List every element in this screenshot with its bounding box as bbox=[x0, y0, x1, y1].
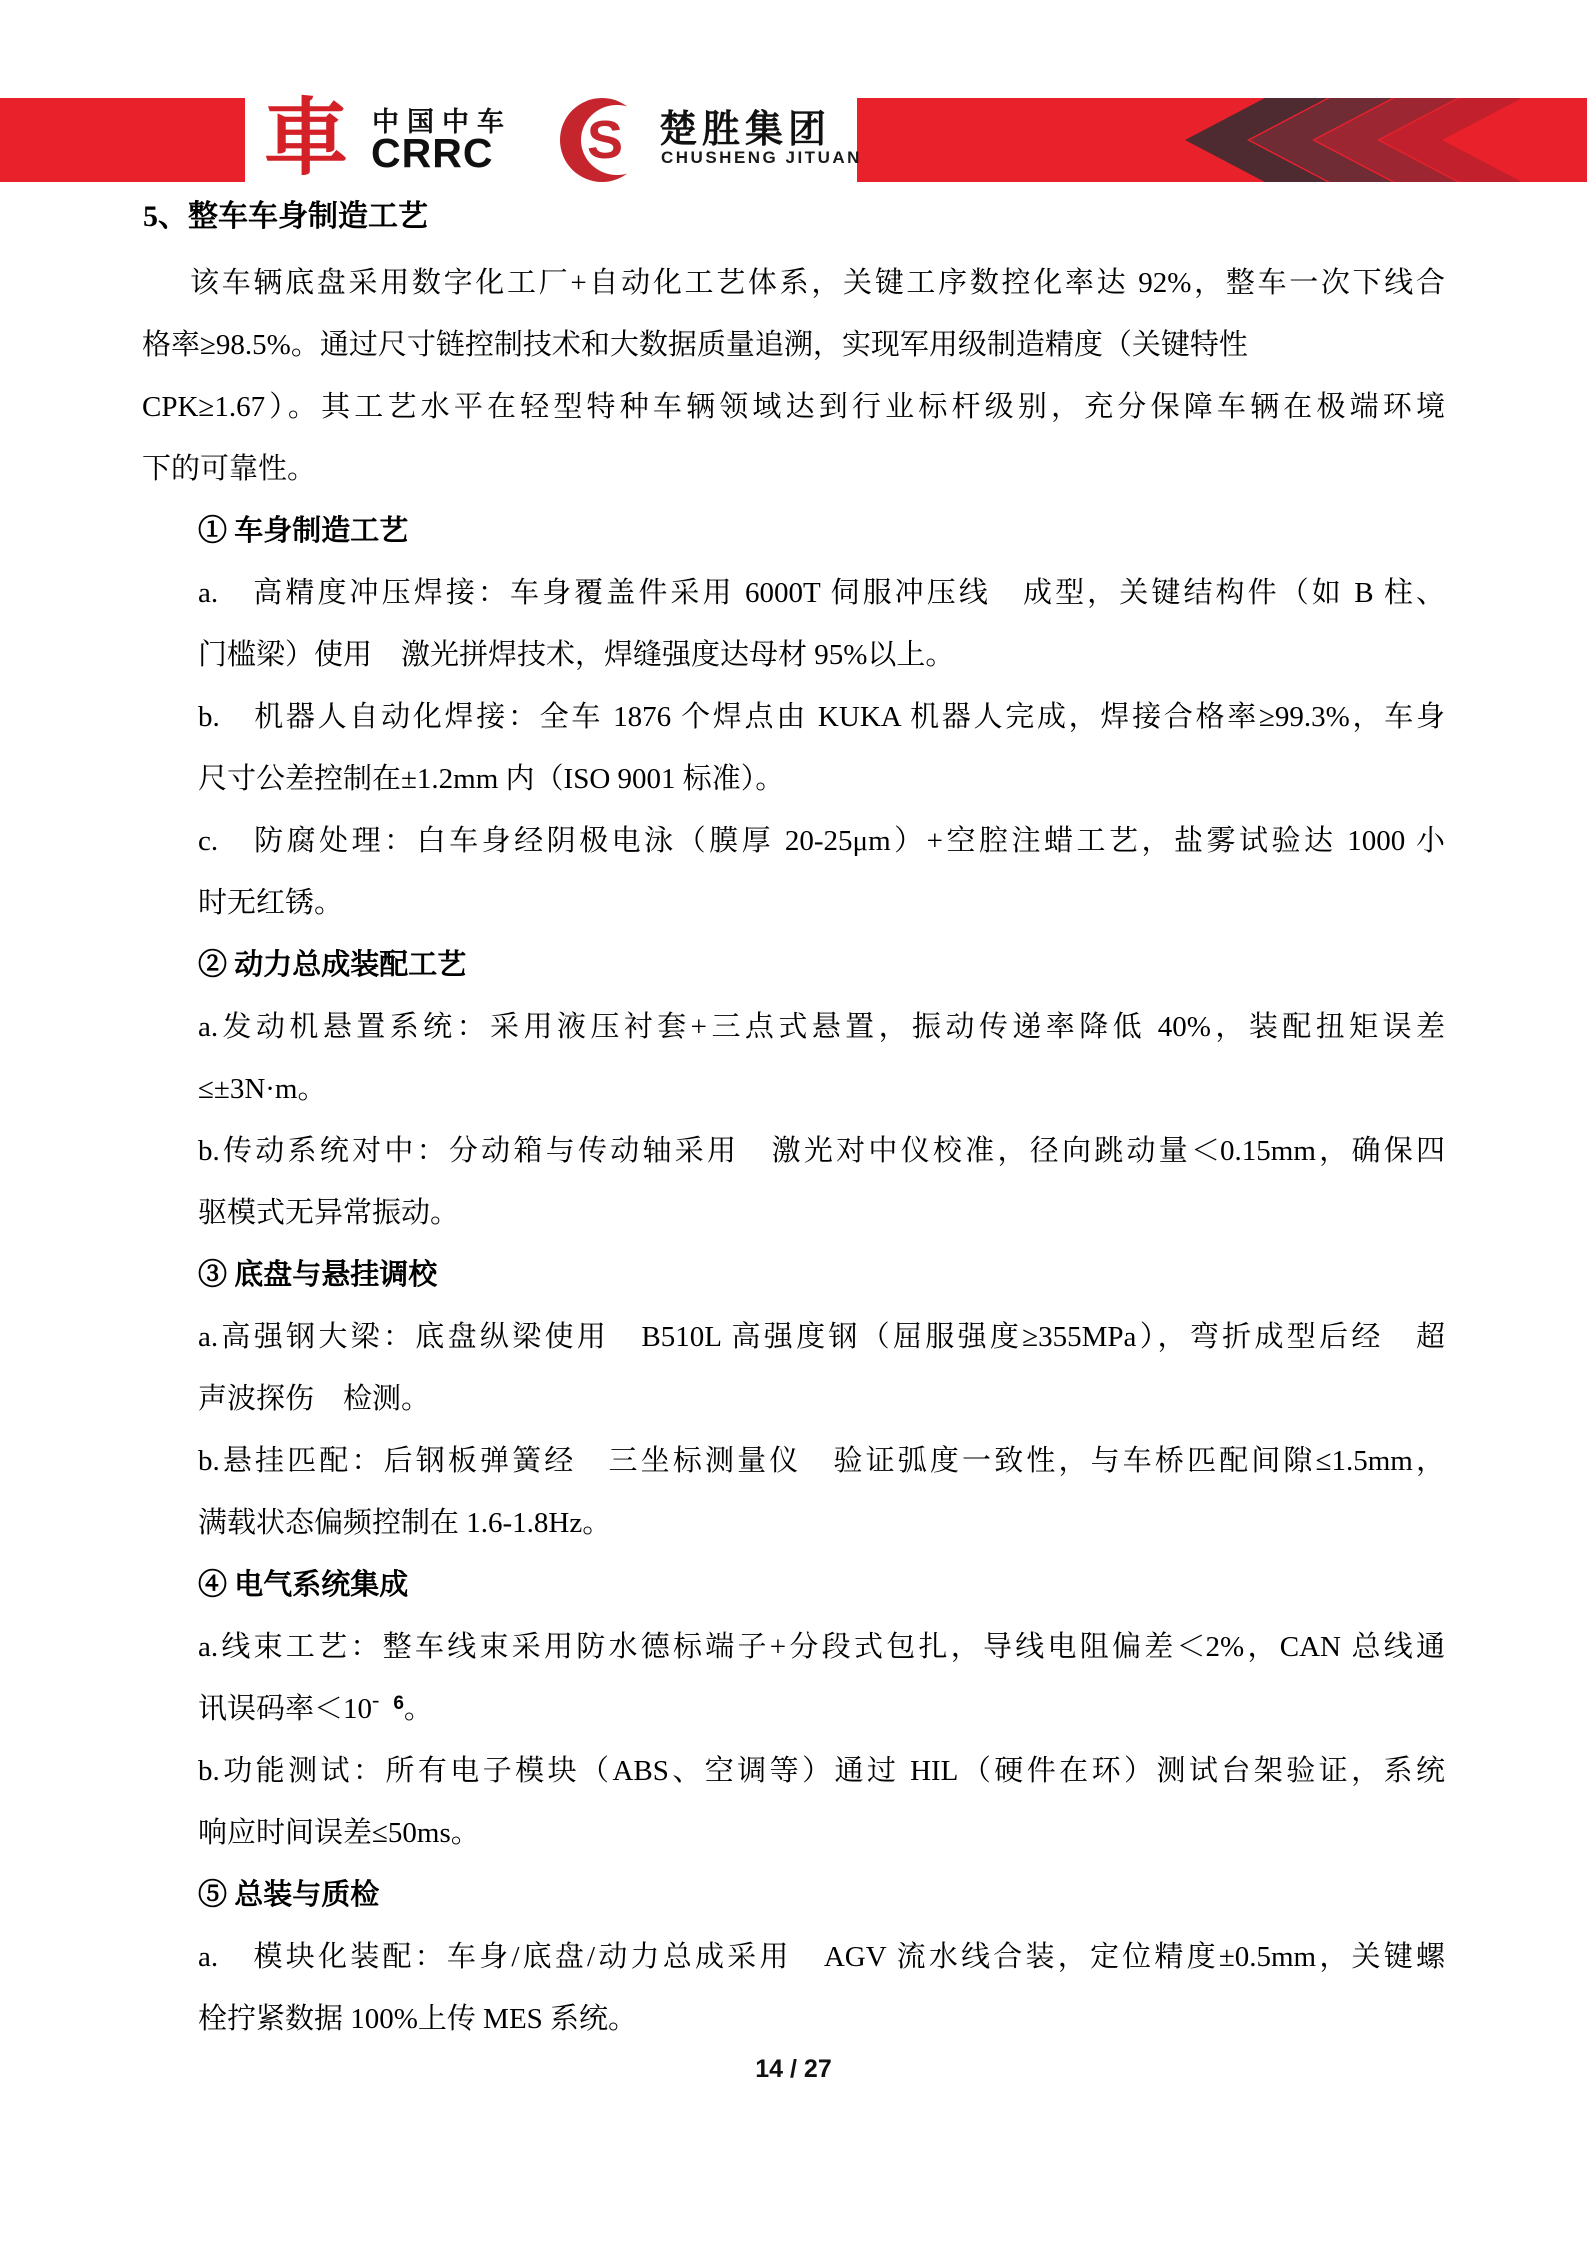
text-line: b.悬挂匹配：后钢板弹簧经 三坐标测量仪 验证弧度一致性，与车桥匹配间隙≤1.5mm， bbox=[198, 1445, 1445, 1477]
section-heading: ③ 底盘与悬挂调校 bbox=[198, 1259, 438, 1291]
text-line: a. 高精度冲压焊接：车身覆盖件采用 6000T 伺服冲压线 成型，关键结构件（如 B 柱、 bbox=[198, 577, 1445, 609]
section-heading: ① 车身制造工艺 bbox=[198, 515, 409, 547]
document-title: 5、整车车身制造工艺 bbox=[143, 200, 428, 233]
chusheng-name-en: CHUSHENG JITUAN bbox=[661, 148, 862, 167]
text-line: c. 防腐处理：白车身经阴极电泳（膜厚 20-25μm）+空腔注蜡工艺，盐雾试验达 1000 小 bbox=[198, 825, 1445, 857]
section-heading: ⑤ 总装与质检 bbox=[198, 1879, 380, 1911]
text-line: b.功能测试：所有电子模块（ABS、空调等）通过 HIL（硬件在环）测试台架验证，系统 bbox=[198, 1755, 1445, 1787]
superscript-exponent: 6 bbox=[393, 1693, 404, 1714]
text-line: 满载状态偏频控制在 1.6-1.8Hz。 bbox=[198, 1507, 612, 1539]
superscript-minus: - bbox=[372, 1687, 380, 1712]
text-line: 该车辆底盘采用数字化工厂+自动化工艺体系，关键工序数控化率达 92%，整车一次下线合 bbox=[190, 267, 1445, 299]
text-line: a.发动机悬置系统：采用液压衬套+三点式悬置，振动传递率降低 40%，装配扭矩误差 bbox=[198, 1011, 1445, 1043]
document-body bbox=[0, 186, 1587, 2050]
chusheng-s-letter: S bbox=[587, 110, 624, 170]
text-line: b.传动系统对中：分动箱与传动轴采用 激光对中仪校准，径向跳动量＜0.15mm，确保四 bbox=[198, 1135, 1445, 1167]
crrc-name-cn: 中国中车 bbox=[372, 107, 512, 137]
text-segment: 讯误码率＜10 bbox=[198, 1693, 373, 1725]
text-line: CPK≥1.67）。其工艺水平在轻型特种车辆领域达到行业标杆级别，充分保障车辆在极端环境 bbox=[142, 391, 1445, 423]
text-line: 格率≥98.5%。通过尺寸链控制技术和大数据质量追溯，实现军用级制造精度（关键特性 bbox=[142, 329, 1248, 361]
text-line: a. 模块化装配：车身/底盘/动力总成采用 AGV 流水线合装，定位精度±0.5mm，关键螺 bbox=[198, 1941, 1445, 1973]
text-line: 驱模式无异常振动。 bbox=[198, 1197, 460, 1229]
section-heading: ④ 电气系统集成 bbox=[198, 1569, 409, 1601]
page-number: 14 / 27 bbox=[755, 2055, 832, 2083]
header-band-right bbox=[857, 98, 1587, 182]
text-line: 栓拧紧数据 100%上传 MES 系统。 bbox=[198, 2003, 638, 2035]
text-line: 响应时间误差≤50ms。 bbox=[198, 1817, 480, 1849]
text-line: ≤±3N·m。 bbox=[198, 1073, 327, 1105]
text-line: a.高强钢大梁：底盘纵梁使用 B510L 高强度钢（屈服强度≥355MPa），弯折成型后经 超 bbox=[198, 1321, 1445, 1353]
text-line: a.线束工艺：整车线束采用防水德标端子+分段式包扎，导线电阻偏差＜2%，CAN 总线通 bbox=[198, 1631, 1445, 1663]
header-band-left bbox=[0, 98, 245, 182]
crrc-name-en: CRRC bbox=[371, 130, 494, 176]
text-segment: 。 bbox=[403, 1693, 433, 1725]
text-line bbox=[198, 1678, 1445, 1740]
text-line: 时无红锈。 bbox=[198, 887, 344, 919]
text-line: 尺寸公差控制在±1.2mm 内（ISO 9001 标准）。 bbox=[198, 763, 785, 795]
text-line: 门槛梁）使用 激光拼焊技术，焊缝强度达母材 95%以上。 bbox=[198, 639, 955, 671]
section-heading: ② 动力总成装配工艺 bbox=[198, 949, 467, 981]
text-line: 声波探伤 检测。 bbox=[198, 1383, 431, 1415]
chusheng-name-cn: 楚胜集团 bbox=[659, 109, 832, 151]
text-line: 下的可靠性。 bbox=[142, 453, 317, 485]
chusheng-crescent-icon bbox=[560, 96, 652, 184]
text-line: b. 机器人自动化焊接：全车 1876 个焊点由 KUKA 机器人完成，焊接合格率≥99.3%，车身 bbox=[198, 701, 1445, 733]
crrc-emblem-icon: 車 bbox=[263, 91, 348, 185]
